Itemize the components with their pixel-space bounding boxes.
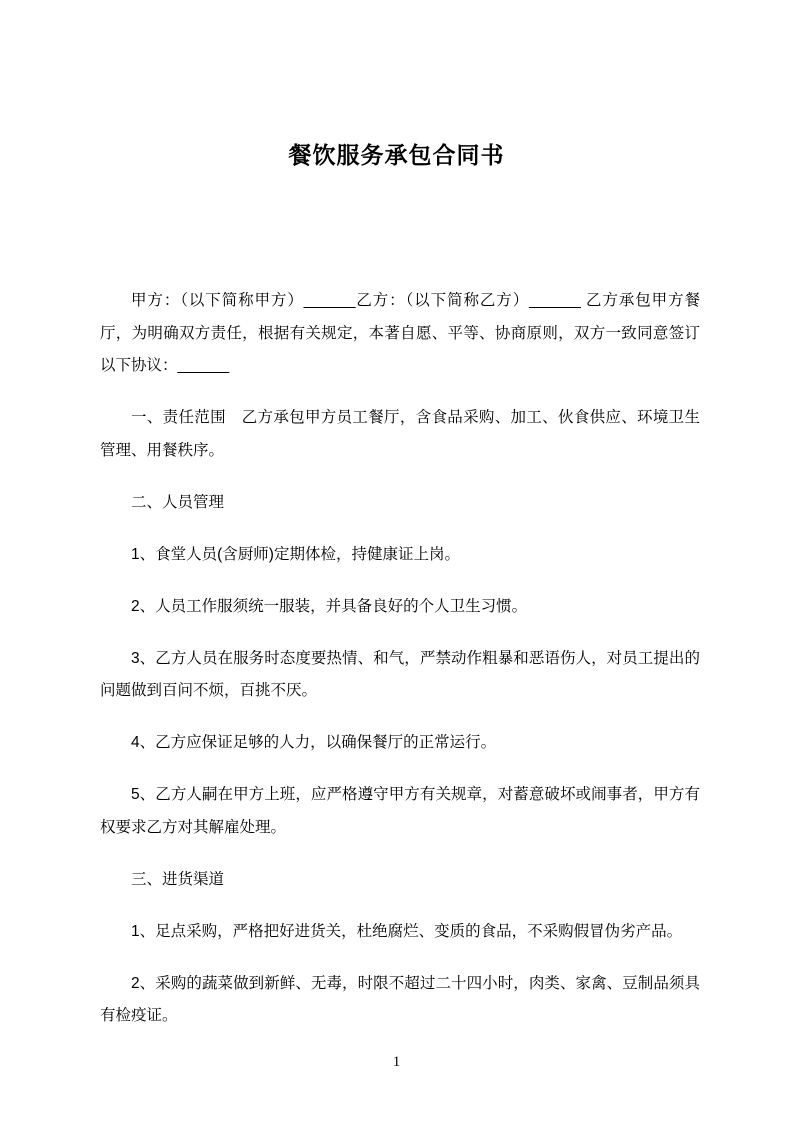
page-number: 1 (392, 1054, 401, 1070)
paragraph-11: 2、采购的蔬菜做到新鲜、无毒，时限不超过二十四小时，肉类、家禽、豆制品须具有检疫证。 (100, 974, 700, 1024)
document-body (100, 285, 700, 1033)
document-title: 餐饮服务承包合同书 (288, 142, 505, 168)
paragraph-6: 3、乙方人员在服务时态度要热情、和气，严禁动作粗暴和恶语伤人，对员工提出的问题做到百问不烦，百挑不厌。 (100, 649, 700, 699)
paragraph-4: 1、食堂人员(含厨师)定期体检，持健康证上岗。 (131, 545, 460, 563)
paragraph-1: 甲方：（以下简称甲方）______乙方：（以下简称乙方）______ 乙方承包甲方餐厅，为明确双方责任，根据有关规定，本著自愿、平等、协商原则，双方一致同意签订以下协议：______ (100, 292, 700, 374)
paragraph-3: 二、人员管理 (131, 493, 225, 511)
paragraph-7: 4、乙方应保证足够的人力，以确保餐厅的正常运行。 (131, 734, 497, 751)
paragraph-5: 2、人员工作服须统一服装，并具备良好的个人卫生习惯。 (131, 597, 528, 615)
paragraph-8: 5、乙方人嗣在甲方上班，应严格遵守甲方有关规章，对蓄意破坏或闹事者，甲方有权要求乙方对其解雇处理。 (100, 786, 700, 836)
paragraph-2: 一、责任范围 乙方承包甲方员工餐厅，含食品采购、加工、伙食供应、环境卫生管理、用餐秩序。 (100, 409, 700, 459)
paragraph-10: 1、足点采购，严格把好进货关，杜绝腐烂、变质的食品，不采购假冒伪劣产品。 (131, 922, 683, 940)
paragraph-9: 三、进货渠道 (131, 870, 225, 888)
